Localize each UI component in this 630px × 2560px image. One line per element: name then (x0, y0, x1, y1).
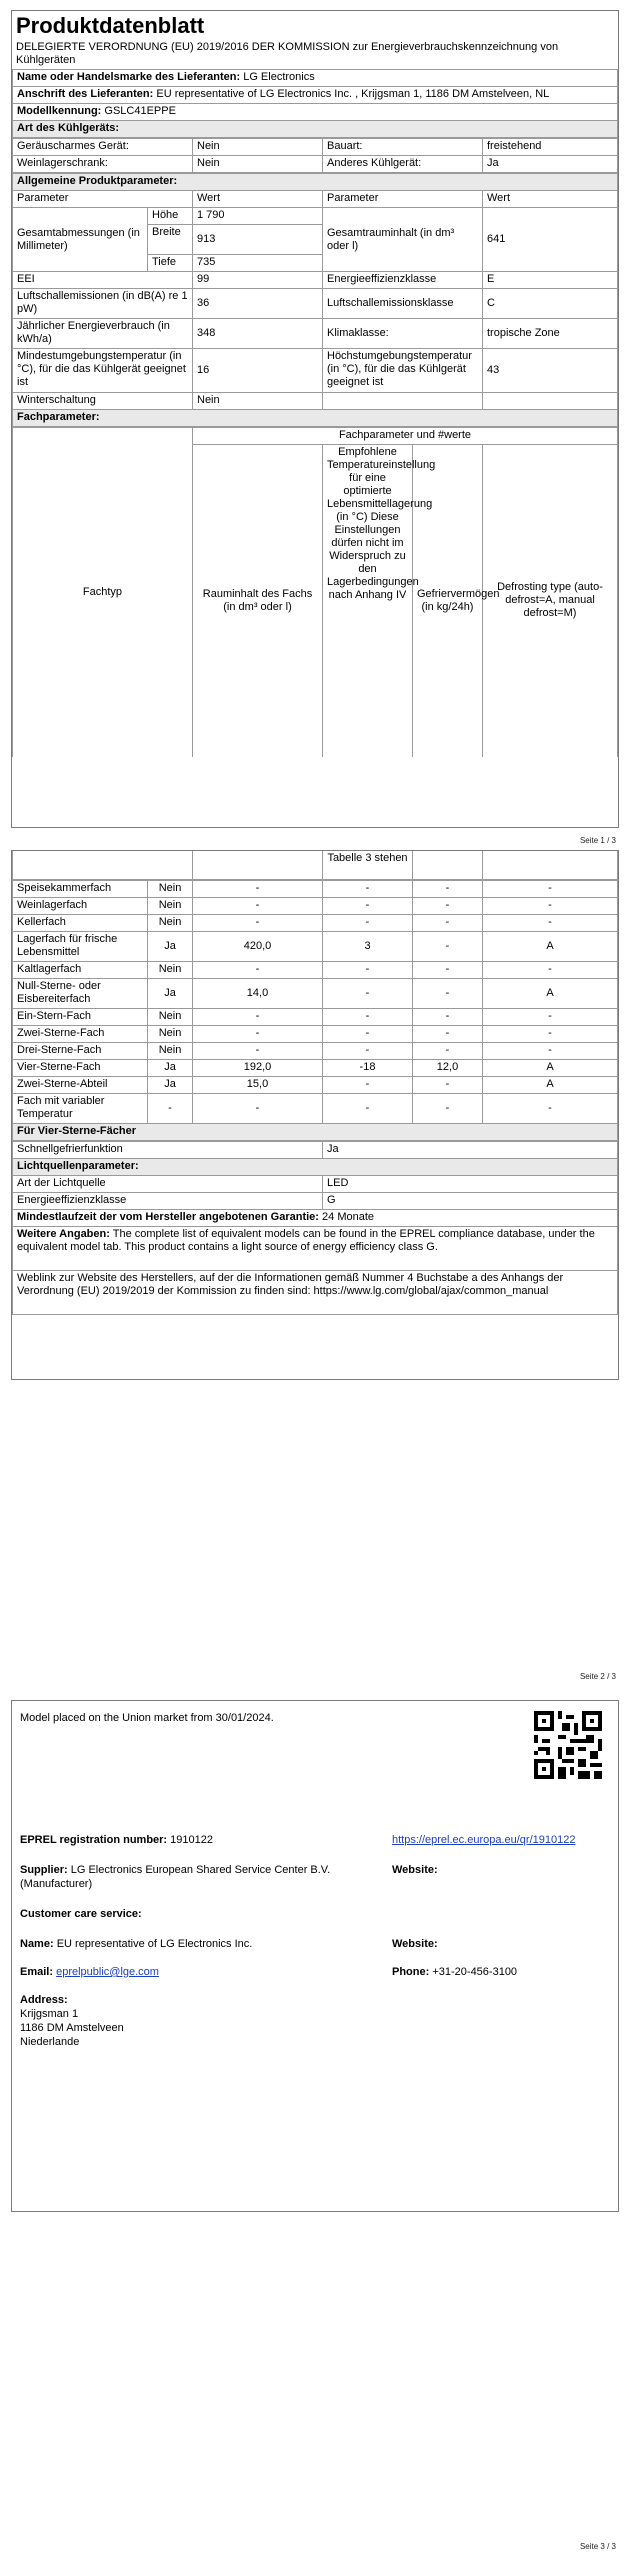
general-header-row (13, 191, 618, 208)
fach-row (13, 1093, 618, 1123)
weblink-text: Weblink zur Website des Herstellers, auf der die Informationen gemäß Nummer 4 Buchstabe a des Anhangs der Verordnung (EU) 2019/2019 der Kommission zu finden sind: https://www.lg.com/global/ajax/common_manual (13, 1270, 618, 1314)
general-row (13, 272, 618, 289)
more-info-text: The complete list of equivalent models can be found in the EPREL compliance database, under the equivalent model tab. This product contains a light source of energy efficiency class G. (17, 1227, 595, 1253)
address-label: Address: (20, 1994, 68, 2006)
param-label: Jährlicher Energieverbrauch (in kWh/a) (13, 319, 193, 349)
guarantee-value: 24 Monate (322, 1210, 375, 1223)
fach-row-present: Ja (148, 931, 193, 961)
fach-row-name: Ein-Stern-Fach (13, 1008, 148, 1025)
page-2 (0, 850, 630, 1700)
fach-row (13, 914, 618, 931)
fach-row-temp: 3 (323, 931, 413, 961)
fach-row-present: Nein (148, 897, 193, 914)
fach-row-present: Nein (148, 880, 193, 897)
fach-col-temp: Empfohlene Temperatureinstellung für eine optimierte Lebensmittellagerung (in °C) Diese Einstellungen dürfen nicht im Widerspruch zu den Lagerbedingungen nach Anhang IV (323, 445, 413, 757)
type-label: Weinlagerschrank: (13, 156, 193, 173)
fach-row-present: Ja (148, 1076, 193, 1093)
fach-row-name: Zwei-Sterne-Fach (13, 1025, 148, 1042)
fach-row-defrost: A (483, 931, 618, 961)
param-value: 99 (193, 272, 323, 289)
fach-row-freeze: - (413, 1076, 483, 1093)
fach-row-defrost: - (483, 897, 618, 914)
email-link[interactable]: eprelpublic@lge.com (56, 1966, 159, 1978)
page-number: Seite 3 / 3 (579, 2542, 616, 2551)
fach-header-table-2 (12, 851, 618, 880)
fach-row-freeze: - (413, 1042, 483, 1059)
fach-row-freeze: - (413, 961, 483, 978)
fach-row-temp: - (323, 914, 413, 931)
fach-row-name: Kaltlagerfach (13, 961, 148, 978)
dim-label: Breite (148, 225, 193, 255)
fach-row-temp: - (323, 1025, 413, 1042)
general-section-header: Allgemeine Produktparameter: (13, 174, 618, 191)
supplier-name-value: LG Electronics (243, 71, 315, 83)
fach-row-defrost: A (483, 1059, 618, 1076)
fach-row (13, 1008, 618, 1025)
fach-row-present: Nein (148, 1025, 193, 1042)
fach-row-volume: - (193, 961, 323, 978)
param-value: 36 (193, 289, 323, 319)
fach-row (13, 1025, 618, 1042)
fach-col-temp-cont: Tabelle 3 stehen (323, 851, 413, 879)
name-label: Name: (20, 1938, 54, 1950)
page-1 (0, 0, 630, 850)
light-type-label: Art der Lichtquelle (13, 1175, 323, 1192)
param-label: EEI (13, 272, 193, 289)
fach-row-defrost: A (483, 1076, 618, 1093)
qr-code-icon[interactable] (534, 1711, 602, 1779)
fach-row (13, 931, 618, 961)
fach-col-type: Fachtyp (13, 428, 193, 757)
param-value: C (483, 289, 618, 319)
fach-row-volume: 15,0 (193, 1076, 323, 1093)
customer-care-label: Customer care service: (20, 1908, 142, 1920)
document-subtitle: DELEGIERTE VERORDNUNG (EU) 2019/2016 DER KOMMISSION zur Energieverbrauchskennzeichnung von Kühlgeräten (16, 41, 559, 66)
eprel-label: EPREL registration number: (20, 1834, 168, 1846)
fach-row-name: Drei-Sterne-Fach (13, 1042, 148, 1059)
fach-row-defrost: - (483, 880, 618, 897)
fach-row-defrost: - (483, 1008, 618, 1025)
type-section-header: Art des Kühlgeräts: (13, 121, 618, 138)
page-number: Seite 1 / 3 (579, 836, 616, 845)
fach-row-defrost: - (483, 914, 618, 931)
param-value: Nein (193, 393, 323, 410)
supplier-name-row (13, 70, 618, 87)
market-text: Model placed on the Union market from 30/01/2024. (20, 1712, 274, 1724)
model-label: Modellkennung: (17, 105, 102, 117)
four-star-table (12, 1141, 618, 1315)
fach-row (13, 1059, 618, 1076)
param-value: 16 (193, 349, 323, 393)
param-label: Höchstumgebungstemperatur (in °C), für die das Kühlgerät geeignet ist (323, 349, 483, 393)
general-row (13, 319, 618, 349)
fach-row-volume: - (193, 914, 323, 931)
dim-label: Höhe (148, 208, 193, 225)
volume-value: 641 (483, 208, 618, 272)
fach-col-freeze: Gefriervermögen (in kg/24h) (413, 445, 483, 757)
quick-freeze-value: Ja (323, 1141, 618, 1158)
fach-row-present: Ja (148, 978, 193, 1008)
fach-row-freeze: - (413, 897, 483, 914)
sheet-page-3 (11, 1700, 619, 2212)
type-value: Nein (193, 156, 323, 173)
fach-row-defrost: - (483, 1042, 618, 1059)
supplier-address-label: Anschrift des Lieferanten: (17, 88, 154, 100)
fach-row-defrost: - (483, 1093, 618, 1123)
fach-row-volume: 14,0 (193, 978, 323, 1008)
light-class-label: Energieeffizienzklasse (13, 1192, 323, 1209)
fach-row-volume: - (193, 1008, 323, 1025)
supplier-address-value: EU representative of LG Electronics Inc. , Krijgsman 1, 1186 DM Amstelveen, NL (156, 88, 550, 100)
type-label: Bauart: (323, 139, 483, 156)
param-label (323, 393, 483, 410)
light-type-value: LED (323, 1175, 618, 1192)
general-table (12, 173, 618, 427)
column-header: Parameter (323, 191, 483, 208)
type-row (13, 139, 618, 156)
fach-row-defrost: - (483, 1025, 618, 1042)
light-class-value: G (323, 1192, 618, 1209)
fach-table (12, 880, 618, 1141)
param-value: E (483, 272, 618, 289)
more-info-label: Weitere Angaben: (17, 1227, 110, 1240)
address-line: Krijgsman 1 (20, 2008, 79, 2020)
fach-row-freeze: - (413, 931, 483, 961)
fach-row-present: Nein (148, 961, 193, 978)
supplier-name-label: Name oder Handelsmarke des Lieferanten: (17, 71, 241, 83)
quick-freeze-label: Schnellgefrierfunktion (13, 1141, 323, 1158)
supplier-label: Supplier: (20, 1864, 68, 1876)
fach-row-freeze: - (413, 978, 483, 1008)
type-value: freistehend (483, 139, 618, 156)
fach-row-present: - (148, 1093, 193, 1123)
address-line: Niederlande (20, 2036, 80, 2048)
fach-row-freeze: - (413, 880, 483, 897)
fach-header-table-1 (12, 427, 618, 757)
fach-row-name: Zwei-Sterne-Abteil (13, 1076, 148, 1093)
fach-row-freeze: - (413, 1008, 483, 1025)
type-value: Ja (483, 156, 618, 173)
param-label: Winterschaltung (13, 393, 193, 410)
eprel-value: 1910122 (170, 1834, 213, 1846)
fach-row-present: Nein (148, 914, 193, 931)
model-row (13, 104, 618, 121)
fach-row-freeze: - (413, 914, 483, 931)
fach-row-freeze: - (413, 1025, 483, 1042)
website2-label: Website: (392, 1938, 438, 1950)
fach-row-freeze: 12,0 (413, 1059, 483, 1076)
fach-row-name: Null-Sterne- oder Eisbereiterfach (13, 978, 148, 1008)
fach-row-volume: 420,0 (193, 931, 323, 961)
fach-row-name: Fach mit variabler Temperatur (13, 1093, 148, 1123)
fach-col-group: Fachparameter und #werte (193, 428, 618, 445)
dims-row (13, 208, 618, 225)
fach-row-volume: - (193, 880, 323, 897)
fach-row (13, 978, 618, 1008)
fach-row-temp: - (323, 961, 413, 978)
fach-row-temp: - (323, 897, 413, 914)
website-label: Website: (392, 1864, 438, 1876)
dim-value: 913 (193, 225, 323, 255)
fach-col-volume: Rauminhalt des Fachs (in dm³ oder l) (193, 445, 323, 757)
four-star-header: Für Vier-Sterne-Fächer (13, 1123, 618, 1140)
fach-row-temp: - (323, 1076, 413, 1093)
fach-row-temp: -18 (323, 1059, 413, 1076)
sheet-page-1 (11, 10, 619, 828)
supplier-table (12, 69, 618, 138)
column-header: Wert (193, 191, 323, 208)
column-header: Wert (483, 191, 618, 208)
fach-row-freeze: - (413, 1093, 483, 1123)
fach-row-present: Nein (148, 1008, 193, 1025)
fach-row (13, 1042, 618, 1059)
param-label: Klimaklasse: (323, 319, 483, 349)
param-value: 43 (483, 349, 618, 393)
page-3 (0, 1700, 630, 2560)
fach-row-defrost: A (483, 978, 618, 1008)
column-header: Parameter (13, 191, 193, 208)
general-row (13, 289, 618, 319)
fach-row-name: Speisekammerfach (13, 880, 148, 897)
fach-row-present: Ja (148, 1059, 193, 1076)
supplier-address-row (13, 87, 618, 104)
dims-label: Gesamtabmessungen (in Millimeter) (13, 208, 148, 272)
fach-row-temp: - (323, 880, 413, 897)
dim-value: 735 (193, 255, 323, 272)
fach-row-volume: 192,0 (193, 1059, 323, 1076)
model-value: GSLC41EPPE (104, 105, 176, 117)
phone-value: +31-20-456-3100 (432, 1966, 518, 1978)
supplier-value: LG Electronics European Shared Service Center B.V. (Manufacturer) (20, 1864, 331, 1890)
param-value: 348 (193, 319, 323, 349)
email-label: Email: (20, 1966, 54, 1978)
general-row (13, 349, 618, 393)
dim-label: Tiefe (148, 255, 193, 272)
fach-row-temp: - (323, 978, 413, 1008)
type-value: Nein (193, 139, 323, 156)
fach-row-name: Vier-Sterne-Fach (13, 1059, 148, 1076)
fach-row-name: Kellerfach (13, 914, 148, 931)
fach-row-volume: - (193, 1025, 323, 1042)
phone-label: Phone: (392, 1966, 430, 1978)
guarantee-label: Mindestlaufzeit der vom Hersteller angebotenen Garantie: (17, 1210, 319, 1223)
general-row (13, 393, 618, 410)
fach-row-present: Nein (148, 1042, 193, 1059)
name-value: EU representative of LG Electronics Inc. (56, 1938, 253, 1950)
fach-row-volume: - (193, 1042, 323, 1059)
type-label: Anderes Kühlgerät: (323, 156, 483, 173)
light-header: Lichtquellenparameter: (13, 1158, 618, 1175)
fach-row-temp: - (323, 1042, 413, 1059)
type-table (12, 138, 618, 173)
param-label: Mindestumgebungstemperatur (in °C), für die das Kühlgerät geeignet ist (13, 349, 193, 393)
eprel-link[interactable]: https://eprel.ec.europa.eu/qr/1910122 (392, 1834, 576, 1846)
fach-row (13, 880, 618, 897)
fach-row-temp: - (323, 1093, 413, 1123)
sheet-page-2 (11, 850, 619, 1380)
param-label: Luftschallemissionen (in dB(A) re 1 pW) (13, 289, 193, 319)
type-row (13, 156, 618, 173)
fach-row (13, 897, 618, 914)
dim-value: 1 790 (193, 208, 323, 225)
address-line: 1186 DM Amstelveen (20, 2022, 124, 2034)
document-title: Produktdatenblatt (16, 13, 205, 38)
fach-row-defrost: - (483, 961, 618, 978)
fach-row (13, 961, 618, 978)
volume-label: Gesamtrauminhalt (in dm³ oder l) (323, 208, 483, 272)
param-value (483, 393, 618, 410)
type-label: Geräuscharmes Gerät: (13, 139, 193, 156)
param-value: tropische Zone (483, 319, 618, 349)
param-label: Luftschallemissionsklasse (323, 289, 483, 319)
fach-section-header: Fachparameter: (13, 410, 618, 427)
page-number: Seite 2 / 3 (579, 1672, 616, 1681)
fach-col-defrost: Defrosting type (auto-defrost=A, manual defrost=M) (483, 445, 618, 757)
param-label: Energieeffizienzklasse (323, 272, 483, 289)
fach-row-name: Lagerfach für frische Lebensmittel (13, 931, 148, 961)
fach-row-temp: - (323, 1008, 413, 1025)
fach-row (13, 1076, 618, 1093)
fach-row-volume: - (193, 1093, 323, 1123)
fach-row-volume: - (193, 897, 323, 914)
fach-row-name: Weinlagerfach (13, 897, 148, 914)
